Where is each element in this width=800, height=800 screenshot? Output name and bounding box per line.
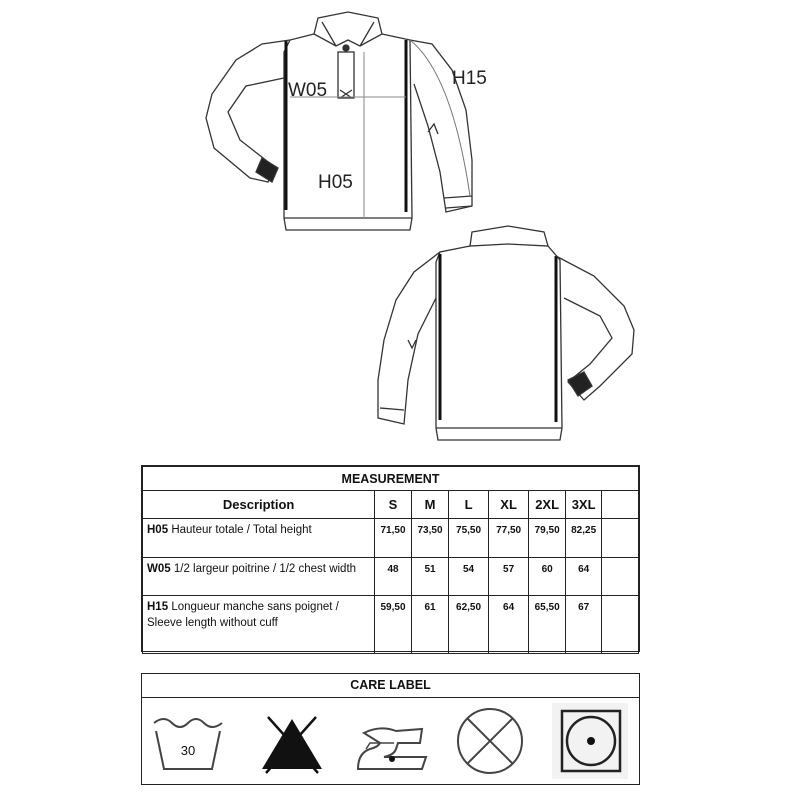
table-cell: 77,50 — [488, 519, 529, 558]
description-header: Description — [143, 491, 375, 519]
size-header: L — [449, 491, 489, 519]
h05-label: H05 — [318, 172, 353, 193]
size-header: 3XL — [565, 491, 602, 519]
iron-one-dot-icon — [350, 703, 434, 779]
measurement-title: MEASUREMENT — [143, 467, 639, 491]
size-header: M — [411, 491, 449, 519]
tumble-dry-low-icon — [552, 703, 628, 779]
table-cell: 64 — [488, 596, 529, 654]
wash-30-icon — [148, 703, 228, 779]
table-cell-empty — [602, 596, 639, 654]
front-view-shirt — [206, 12, 472, 230]
care-label — [141, 673, 640, 785]
size-header: 2XL — [529, 491, 566, 519]
table-cell: 79,50 — [529, 519, 566, 558]
row-description — [143, 596, 375, 654]
row-text: Longueur manche sans poignet / Sleeve length without cuff — [147, 601, 339, 629]
size-header: S — [375, 491, 412, 519]
size-header: XL — [488, 491, 529, 519]
table-cell: 57 — [488, 558, 529, 596]
table-cell: 67 — [565, 596, 602, 654]
row-code: W05 — [147, 563, 171, 575]
table-cell-empty — [602, 519, 639, 558]
no-dry-clean-icon — [452, 703, 528, 779]
table-cell: 60 — [529, 558, 566, 596]
table-cell: 82,25 — [565, 519, 602, 558]
table-cell: 61 — [411, 596, 449, 654]
measurement-table — [141, 465, 640, 652]
row-description — [143, 519, 375, 558]
table-cell: 64 — [565, 558, 602, 596]
table-cell: 51 — [411, 558, 449, 596]
table-cell: 65,50 — [529, 596, 566, 654]
row-code: H15 — [147, 601, 169, 613]
empty-header — [602, 491, 639, 519]
h15-label: H15 — [452, 68, 487, 89]
w05-label: W05 — [288, 80, 328, 101]
table-cell: 75,50 — [449, 519, 489, 558]
care-label-title: CARE LABEL — [142, 674, 639, 698]
table-cell: 54 — [449, 558, 489, 596]
row-text: Hauteur totale / Total height — [171, 524, 312, 536]
table-cell: 62,50 — [449, 596, 489, 654]
table-cell: 59,50 — [375, 596, 412, 654]
row-code: H05 — [147, 524, 169, 536]
row-description — [143, 558, 375, 596]
table-row — [143, 519, 639, 558]
table-cell-empty — [602, 558, 639, 596]
table-cell: 71,50 — [375, 519, 412, 558]
no-bleach-icon — [254, 703, 330, 779]
back-view-shirt — [378, 226, 634, 440]
row-text: 1/2 largeur poitrine / 1/2 chest width — [173, 563, 357, 575]
table-row — [143, 596, 639, 654]
table-cell: 73,50 — [411, 519, 449, 558]
table-cell: 48 — [375, 558, 412, 596]
wash-temperature: 30 — [180, 743, 196, 758]
table-row — [143, 558, 639, 596]
